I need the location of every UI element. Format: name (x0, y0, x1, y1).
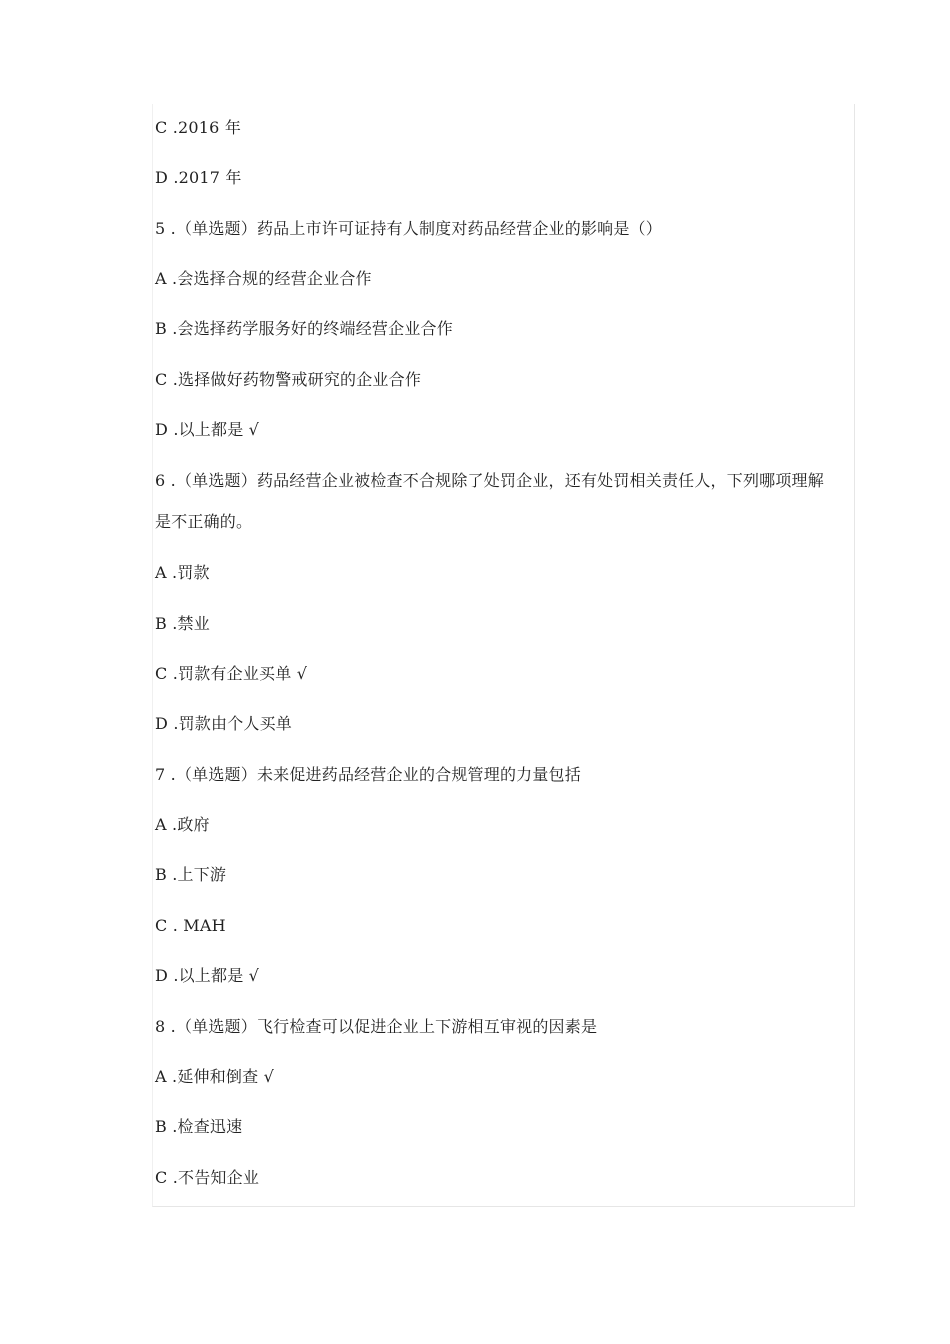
option-b-q6: B .禁业 (155, 614, 210, 633)
option-d-q7: D .以上都是 √ (155, 966, 260, 985)
option-c-q6: C .罚款有企业买单 √ (155, 664, 308, 683)
option-a-q7: A .政府 (155, 815, 210, 834)
option-b-q5: B .会选择药学服务好的终端经营企业合作 (155, 319, 453, 338)
option-c-q5: C .选择做好药物警戒研究的企业合作 (155, 370, 422, 389)
option-c-q7: C . MAH (155, 916, 226, 935)
option-b-q7: B .上下游 (155, 865, 227, 884)
option-c-q4: C .2016 年 (155, 118, 242, 137)
option-b-q8: B .检查迅速 (155, 1117, 243, 1136)
option-d-q6: D .罚款由个人买单 (155, 714, 293, 733)
option-d-q5: D .以上都是 √ (155, 420, 260, 439)
question-5: 5 .（单选题）药品上市许可证持有人制度对药品经营企业的影响是（） (155, 219, 662, 238)
question-6-continued: 是不正确的。 (155, 512, 253, 531)
option-a-q5: A .会选择合规的经营企业合作 (155, 269, 372, 288)
option-d-q4: D .2017 年 (155, 168, 242, 187)
option-a-q6: A .罚款 (155, 563, 210, 582)
question-8: 8 .（单选题）飞行检查可以促进企业上下游相互审视的因素是 (155, 1017, 598, 1036)
option-c-q8: C .不告知企业 (155, 1168, 260, 1187)
option-a-q8: A .延伸和倒查 √ (155, 1067, 275, 1086)
question-6: 6 .（单选题）药品经营企业被检查不合规除了处罚企业，还有处罚相关责任人，下列哪项理解 (155, 471, 824, 490)
question-7: 7 .（单选题）未来促进药品经营企业的合规管理的力量包括 (155, 765, 581, 784)
